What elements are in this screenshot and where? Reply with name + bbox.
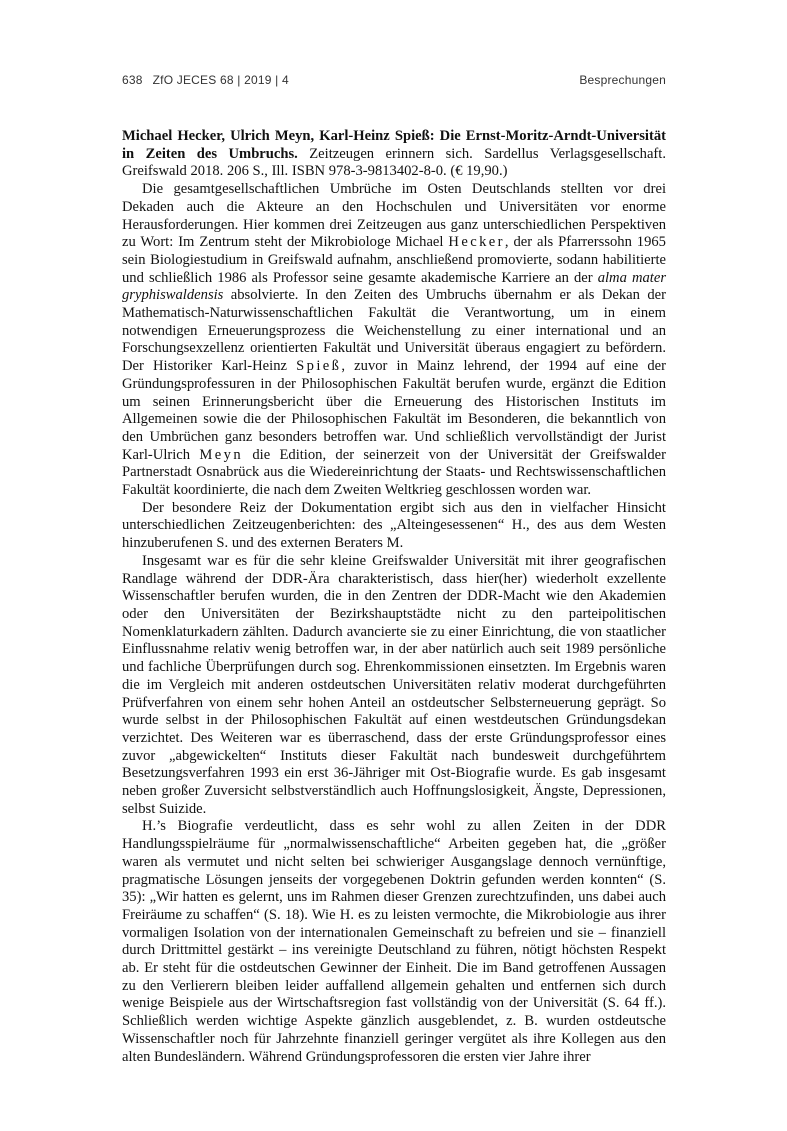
review-authors-title: Michael Hecker, Ulrich Meyn, Karl-Heinz Spieß: Die Ernst-Moritz-Arndt-Universität in Zeiten des Umbruchs. [122,128,666,162]
paragraph-1-text-e: die Edition, der seinerzeit von der Universität der Greifswalder Partnerstadt Osnabrück aus die Wiedereinrichtung der Staats- und Rechtswissenschaftlichen Fakultät koordinierte, die nach dem Zweiten Weltkrieg geschlossen worden war. [122,446,666,499]
page-number: 638 [122,73,143,87]
review-bibliographic-info: Zeitzeugen erinnern sich. Sardellus Verlagsgesellschaft. Greifswald 2018. 206 S., Ill. ISBN 978-3-9813402-8-0. (€ 19,90.) [122,145,666,180]
running-head-left [122,73,299,87]
person-name-meyn: Meyn [199,446,244,463]
paragraph-1-text-d: , zuvor in Mainz lehrend, der 1994 auf eine der Gründungsprofessuren in der Philosophischen Fakultät berufen wurde, ergänzt die Edition um seinen Erinnerungsbericht über die Erneuerung des Historischen Instituts im Allgemeinen sowie die der Philosophischen Fakultät im Besonderen, die bekanntlich von den Umbrüchen ganz besonders betroffen war. Und schließlich vervollständigt der Jurist Karl-Ulrich [122,358,666,463]
review-body [122,128,666,1066]
paragraph-3: Insgesamt war es für die sehr kleine Greifswalder Universität mit ihrer geografischen Randlage während der DDR-Ära charakteristisch, dass hier(her) wiederholt exzellente Wissenschaftler berufen wurden, die in den Zentren der DDR-Macht wie den Akademien oder den Universitäten der Bezirkshauptstädte nicht zu den parteipolitischen Nomenklaturkadern zählten. Dadurch avancierte sie zu einer Einrichtung, die von staatlicher Einflussnahme relativ wenig betroffen war, in der aber natürlich auch seit 1989 persönliche und fachliche Überprüfungen durch sog. Ehrenkommissionen einsetzten. Im Ergebnis waren die im Vergleich mit anderen ostdeutschen Universitäten relativ moderat durchgeführten Prüfverfahren von einem sehr hohen Anteil an ostdeutscher Selbsterneuerung geprägt. So wurde selbst in der Philosophischen Fakultät auf einen westdeutschen Gründungsdekan verzichtet. Des Weiteren war es überraschend, dass der erste Gründungsprofessor eines zuvor „abgewickelten“ Instituts dieser Fakultät nach bundesweit durchgeführtem Besetzungsverfahren 1993 ein erst 36-Jähriger mit Ost-Biografie wurde. Es gab insgesamt neben großer Zuversicht selbstverständlich auch Hoffnungslosigkeit, Ängste, Depressionen, selbst Suizide. [122,552,666,817]
journal-name: ZfO JECES 68 | 2019 | 4 [152,73,289,87]
latin-phrase: alma mater gryphiswaldensis [122,269,667,304]
paragraph-4: H.’s Biografie verdeutlicht, dass es sehr wohl zu allen Zeiten in der DDR Handlungsspielräume für „normalwissenschaftliche“ Arbeiten gegeben hat, die „größer waren als vermutet und nicht selten bei schwieriger Ausgangslage dennoch vernünftige, pragmatische Lösungen jenseits der vorgegebenen Doktrin gefunden werden konnten“ (S. 35): „Wir hatten es gelernt, uns im Rahmen dieser Grenzen zurechtzufinden, uns dabei auch Freiräume zu schaffen“ (S. 18). Wie H. es zu leisten vermochte, die Mikrobiologie aus ihrer vormaligen Isolation von der internationalen Gemeinschaft zu befreien und sie – finanziell durch Drittmittel gestärkt – ins vereinigte Deutschland zu führen, nötigt höchsten Respekt ab. Er steht für die ostdeutschen Gewinner der Einheit. Die im Band getroffenen Aussagen zu den Verlierern bleiben leider auffallend allgemein gehalten und entfernen sich durch wenige Beispiele aus der Wirtschaftsregion fast vollständig von der Universität (S. 64 ff.). Schließlich werden wichtige Aspekte gänzlich ausgeblendet, z. B. wurden ostdeutsche Wissenschaftler noch für Jahrzehnte finanziell geringer vergütet als ihre Kollegen aus den alten Bundesländern. Während Gründungsprofessoren die ersten vier Jahre ihrer [122,818,666,1065]
review-heading [122,128,666,181]
paragraph-1-text-c: absolvierte. In den Zeiten des Umbruchs übernahm er als Dekan der Mathematisch-Naturwissenschaftlichen Fakultät die Verantwortung, um in einem notwendigen Erneuerungsprozess die Weichenstellung zu einer international und an Forschungsexzellenz orientierten Fakultät und Universität überaus engagiert zu befördern. Der Historiker Karl-Heinz [122,287,666,375]
running-head [122,73,666,91]
paragraph-1-text-a: Die gesamtgesellschaftlichen Umbrüche im Osten Deutschlands stellten vor drei Dekaden auch die Akteure an den Hochschulen und Universitäten vor enorme Herausforderungen. Hier kommen drei Zeitzeugen aus ganz unterschiedlichen Perspektiven zu Wort: Im Zentrum steht der Mikrobiologe Michael [122,181,666,251]
person-name-hecker: Hecker [448,234,505,251]
paragraph-1-text-b: , der als Pfarrerssohn 1965 sein Biologiestudium in Greifswald aufnahm, anschließend promovierte, sodann habilitierte und schließlich 1986 als Professor seine gesamte akademische Karriere an der [122,234,666,286]
paragraph-1 [122,181,666,500]
section-title: Besprechungen [579,73,666,87]
paragraph-2: Der besondere Reiz der Dokumentation ergibt sich aus den in vielfacher Hinsicht unterschiedlichen Zeitzeugenberichten: des „Alteingesessenen“ H., des aus dem Westen hinzuberufenen S. und des externen Beraters M. [122,499,666,552]
person-name-spiess: Spieß [296,358,342,375]
